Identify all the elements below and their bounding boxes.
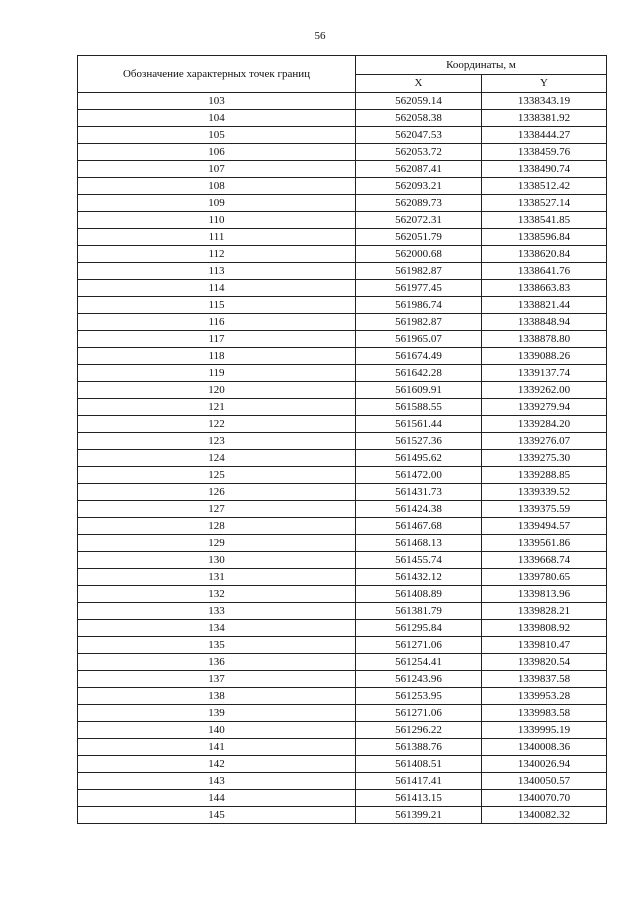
x-coordinate-cell: 561243.96: [356, 671, 482, 688]
point-id-cell: 129: [78, 535, 356, 552]
table-row: [78, 433, 607, 450]
y-coordinate-cell: 1338541.85: [482, 212, 607, 229]
x-coordinate-cell: 562053.72: [356, 144, 482, 161]
table-row: [78, 195, 607, 212]
table-row: [78, 637, 607, 654]
point-id-cell: 110: [78, 212, 356, 229]
point-id-cell: 134: [78, 620, 356, 637]
x-coordinate-cell: 561408.89: [356, 586, 482, 603]
table-row: [78, 127, 607, 144]
x-coordinate-cell: 562047.53: [356, 127, 482, 144]
x-coordinate-cell: 561468.13: [356, 535, 482, 552]
y-coordinate-cell: 1340082.32: [482, 807, 607, 824]
point-id-cell: 141: [78, 739, 356, 756]
point-id-cell: 143: [78, 773, 356, 790]
x-coordinate-cell: 562051.79: [356, 229, 482, 246]
point-id-cell: 119: [78, 365, 356, 382]
point-id-cell: 104: [78, 110, 356, 127]
point-id-cell: 132: [78, 586, 356, 603]
y-coordinate-cell: 1339780.65: [482, 569, 607, 586]
y-coordinate-cell: 1339284.20: [482, 416, 607, 433]
point-id-cell: 121: [78, 399, 356, 416]
point-id-cell: 115: [78, 297, 356, 314]
point-id-cell: 111: [78, 229, 356, 246]
y-coordinate-cell: 1338821.44: [482, 297, 607, 314]
x-coordinate-cell: 561455.74: [356, 552, 482, 569]
x-coordinate-cell: 562087.41: [356, 161, 482, 178]
x-coordinate-cell: 561413.15: [356, 790, 482, 807]
x-coordinate-cell: 561472.00: [356, 467, 482, 484]
y-coordinate-cell: 1339995.19: [482, 722, 607, 739]
point-id-cell: 137: [78, 671, 356, 688]
point-id-cell: 127: [78, 501, 356, 518]
y-coordinate-cell: 1339494.57: [482, 518, 607, 535]
table-row: [78, 620, 607, 637]
page-number: 56: [314, 30, 326, 42]
y-coordinate-cell: 1339813.96: [482, 586, 607, 603]
header-y: Y: [482, 74, 607, 93]
y-coordinate-cell: 1338381.92: [482, 110, 607, 127]
point-id-cell: 107: [78, 161, 356, 178]
point-id-cell: 133: [78, 603, 356, 620]
x-coordinate-cell: 561388.76: [356, 739, 482, 756]
x-coordinate-cell: 561271.06: [356, 637, 482, 654]
table-row: [78, 399, 607, 416]
y-coordinate-cell: 1340070.70: [482, 790, 607, 807]
y-coordinate-cell: 1338848.94: [482, 314, 607, 331]
point-id-cell: 106: [78, 144, 356, 161]
table-row: [78, 348, 607, 365]
table-row: [78, 467, 607, 484]
x-coordinate-cell: 561982.87: [356, 314, 482, 331]
x-coordinate-cell: 561254.41: [356, 654, 482, 671]
table-row: [78, 314, 607, 331]
point-id-cell: 140: [78, 722, 356, 739]
x-coordinate-cell: 562089.73: [356, 195, 482, 212]
header-coordinates: Координаты, м: [356, 56, 607, 75]
y-coordinate-cell: 1339275.30: [482, 450, 607, 467]
point-id-cell: 120: [78, 382, 356, 399]
point-id-cell: 105: [78, 127, 356, 144]
table-row: [78, 807, 607, 824]
x-coordinate-cell: 561467.68: [356, 518, 482, 535]
x-coordinate-cell: 561431.73: [356, 484, 482, 501]
x-coordinate-cell: 561561.44: [356, 416, 482, 433]
table-row: [78, 773, 607, 790]
table-row: [78, 144, 607, 161]
x-coordinate-cell: 561424.38: [356, 501, 482, 518]
y-coordinate-cell: 1338490.74: [482, 161, 607, 178]
table-row: [78, 93, 607, 110]
point-id-cell: 130: [78, 552, 356, 569]
y-coordinate-cell: 1339810.47: [482, 637, 607, 654]
y-coordinate-cell: 1338641.76: [482, 263, 607, 280]
table-row: [78, 161, 607, 178]
x-coordinate-cell: 561381.79: [356, 603, 482, 620]
point-id-cell: 116: [78, 314, 356, 331]
point-id-cell: 142: [78, 756, 356, 773]
point-id-cell: 144: [78, 790, 356, 807]
table-row: [78, 739, 607, 756]
x-coordinate-cell: 561986.74: [356, 297, 482, 314]
point-id-cell: 114: [78, 280, 356, 297]
table-row: [78, 331, 607, 348]
x-coordinate-cell: 561295.84: [356, 620, 482, 637]
x-coordinate-cell: 561982.87: [356, 263, 482, 280]
table-row: [78, 705, 607, 722]
point-id-cell: 113: [78, 263, 356, 280]
x-coordinate-cell: 561253.95: [356, 688, 482, 705]
x-coordinate-cell: 562072.31: [356, 212, 482, 229]
point-id-cell: 126: [78, 484, 356, 501]
point-id-cell: 103: [78, 93, 356, 110]
x-coordinate-cell: 561527.36: [356, 433, 482, 450]
point-id-cell: 135: [78, 637, 356, 654]
x-coordinate-cell: 561495.62: [356, 450, 482, 467]
table-row: [78, 569, 607, 586]
table-row: [78, 688, 607, 705]
x-coordinate-cell: 562059.14: [356, 93, 482, 110]
y-coordinate-cell: 1340008.36: [482, 739, 607, 756]
x-coordinate-cell: 561408.51: [356, 756, 482, 773]
x-coordinate-cell: 561674.49: [356, 348, 482, 365]
table-row: [78, 178, 607, 195]
y-coordinate-cell: 1339828.21: [482, 603, 607, 620]
table-row: [78, 654, 607, 671]
point-id-cell: 117: [78, 331, 356, 348]
point-id-cell: 108: [78, 178, 356, 195]
y-coordinate-cell: 1338527.14: [482, 195, 607, 212]
y-coordinate-cell: 1339339.52: [482, 484, 607, 501]
point-id-cell: 139: [78, 705, 356, 722]
x-coordinate-cell: 561642.28: [356, 365, 482, 382]
table-row: [78, 535, 607, 552]
point-id-cell: 123: [78, 433, 356, 450]
x-coordinate-cell: 561609.91: [356, 382, 482, 399]
y-coordinate-cell: 1339262.00: [482, 382, 607, 399]
y-coordinate-cell: 1338343.19: [482, 93, 607, 110]
table-row: [78, 586, 607, 603]
table-row: [78, 382, 607, 399]
x-coordinate-cell: 562093.21: [356, 178, 482, 195]
y-coordinate-cell: 1339279.94: [482, 399, 607, 416]
y-coordinate-cell: 1339375.59: [482, 501, 607, 518]
y-coordinate-cell: 1338596.84: [482, 229, 607, 246]
point-id-cell: 138: [78, 688, 356, 705]
point-id-cell: 131: [78, 569, 356, 586]
point-id-cell: 145: [78, 807, 356, 824]
point-id-cell: 112: [78, 246, 356, 263]
y-coordinate-cell: 1340050.57: [482, 773, 607, 790]
coordinates-table: [77, 55, 607, 824]
y-coordinate-cell: 1339808.92: [482, 620, 607, 637]
y-coordinate-cell: 1339837.58: [482, 671, 607, 688]
table-row: [78, 790, 607, 807]
table-row: [78, 416, 607, 433]
y-coordinate-cell: 1338878.80: [482, 331, 607, 348]
y-coordinate-cell: 1339820.54: [482, 654, 607, 671]
table-row: [78, 263, 607, 280]
x-coordinate-cell: 562000.68: [356, 246, 482, 263]
header-points: Обозначение характерных точек границ: [78, 56, 356, 93]
y-coordinate-cell: 1338512.42: [482, 178, 607, 195]
table-row: [78, 484, 607, 501]
x-coordinate-cell: 561432.12: [356, 569, 482, 586]
table-row: [78, 756, 607, 773]
y-coordinate-cell: 1339288.85: [482, 467, 607, 484]
table-row: [78, 552, 607, 569]
table-row: [78, 671, 607, 688]
x-coordinate-cell: 561588.55: [356, 399, 482, 416]
y-coordinate-cell: 1338459.76: [482, 144, 607, 161]
y-coordinate-cell: 1339276.07: [482, 433, 607, 450]
x-coordinate-cell: 561399.21: [356, 807, 482, 824]
x-coordinate-cell: 561977.45: [356, 280, 482, 297]
table-row: [78, 722, 607, 739]
x-coordinate-cell: 562058.38: [356, 110, 482, 127]
table-row: [78, 246, 607, 263]
y-coordinate-cell: 1339088.26: [482, 348, 607, 365]
y-coordinate-cell: 1338663.83: [482, 280, 607, 297]
table-row: [78, 603, 607, 620]
table-row: [78, 450, 607, 467]
table-header: [78, 56, 607, 93]
y-coordinate-cell: 1339953.28: [482, 688, 607, 705]
y-coordinate-cell: 1339983.58: [482, 705, 607, 722]
x-coordinate-cell: 561417.41: [356, 773, 482, 790]
x-coordinate-cell: 561965.07: [356, 331, 482, 348]
header-x: X: [356, 74, 482, 93]
x-coordinate-cell: 561271.06: [356, 705, 482, 722]
y-coordinate-cell: 1339561.86: [482, 535, 607, 552]
table-row: [78, 297, 607, 314]
table-row: [78, 280, 607, 297]
point-id-cell: 118: [78, 348, 356, 365]
table-row: [78, 501, 607, 518]
table-row: [78, 110, 607, 127]
y-coordinate-cell: 1338444.27: [482, 127, 607, 144]
table-row: [78, 365, 607, 382]
point-id-cell: 109: [78, 195, 356, 212]
table-row: [78, 229, 607, 246]
y-coordinate-cell: 1339137.74: [482, 365, 607, 382]
table-row: [78, 212, 607, 229]
point-id-cell: 125: [78, 467, 356, 484]
point-id-cell: 124: [78, 450, 356, 467]
point-id-cell: 128: [78, 518, 356, 535]
point-id-cell: 122: [78, 416, 356, 433]
y-coordinate-cell: 1338620.84: [482, 246, 607, 263]
y-coordinate-cell: 1340026.94: [482, 756, 607, 773]
y-coordinate-cell: 1339668.74: [482, 552, 607, 569]
x-coordinate-cell: 561296.22: [356, 722, 482, 739]
table-row: [78, 518, 607, 535]
point-id-cell: 136: [78, 654, 356, 671]
table-body: [78, 93, 607, 824]
